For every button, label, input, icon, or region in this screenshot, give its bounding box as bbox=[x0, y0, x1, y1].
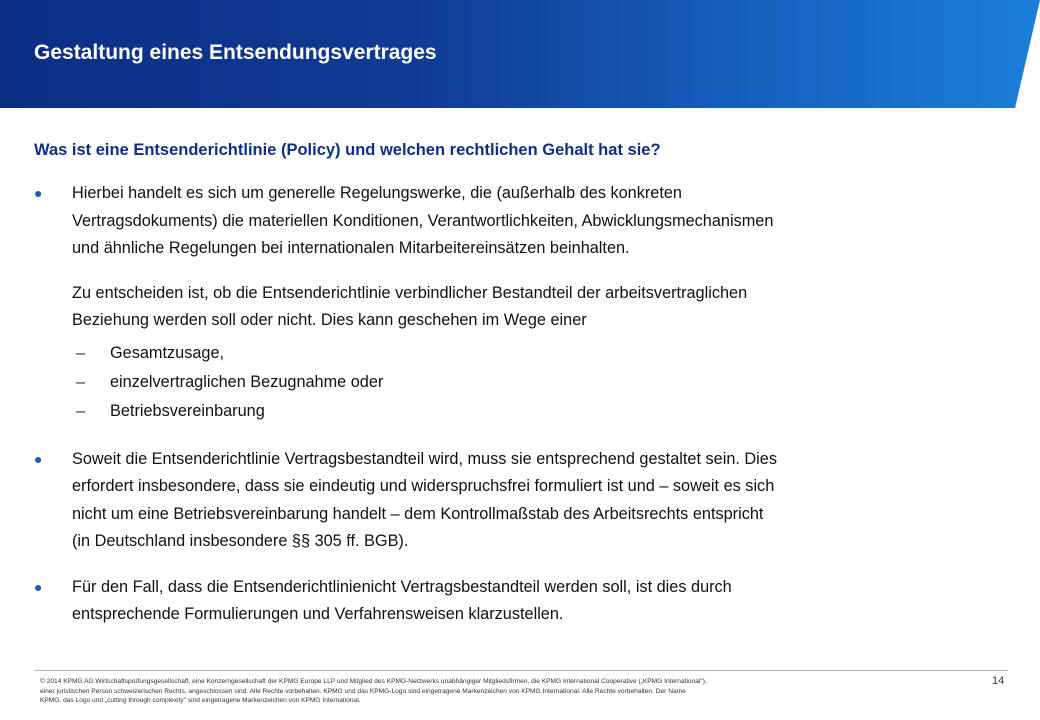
list-item bbox=[72, 340, 1024, 369]
footer-legal bbox=[40, 677, 870, 706]
text-line: Für den Fall, dass die Entsenderichtlinienicht Vertragsbestandteil werden soll, ist dies durch bbox=[72, 577, 732, 596]
text-line: erfordert insbesondere, dass sie eindeutig und widerspruchsfrei formuliert ist und – soweit es sich bbox=[72, 477, 775, 495]
bullet-marker: ● bbox=[34, 185, 43, 201]
option-list bbox=[34, 340, 1024, 427]
footer-line: KPMG, das Logo und „cutting through complexity" sind eingetragene Markenzeichen von KPMG International. bbox=[40, 697, 361, 704]
bullet-item-2 bbox=[34, 446, 1024, 556]
text-line: Hierbei handelt es sich um generelle Regelungswerke, die (außerhalb des konkreten bbox=[72, 184, 682, 202]
dash-marker: – bbox=[76, 401, 86, 420]
list-item-label: Gesamtzusage, bbox=[110, 343, 225, 362]
list-item bbox=[72, 369, 1024, 398]
text-line: Beziehung werden soll oder nicht. Dies kann geschehen im Wege einer bbox=[72, 311, 587, 329]
text-line: nicht um eine Betriebsvereinbarung handelt – dem Kontrollmaßstab des Arbeitsrechts entspricht bbox=[72, 504, 764, 523]
text-line: Vertragsdokuments) die materiellen Konditionen, Verantwortlichkeiten, Abwicklungsmechanismen bbox=[72, 211, 774, 230]
dash-marker: – bbox=[76, 372, 86, 391]
text-line: Soweit die Entsenderichtlinie Vertragsbestandteil wird, muss sie entsprechend gestaltet sein. Dies bbox=[72, 449, 777, 468]
dash-marker: – bbox=[76, 343, 86, 362]
paragraph-decision bbox=[34, 280, 1024, 335]
list-item-label: Betriebsvereinbarung bbox=[110, 401, 265, 420]
list-item-label: einzelvertraglichen Bezugnahme oder bbox=[110, 372, 384, 391]
section-question: Was ist eine Entsenderichtlinie (Policy) und welchen rechtlichen Gehalt hat sie? bbox=[34, 141, 661, 159]
bullet-item-3 bbox=[34, 574, 1024, 629]
footer-line: © 2014 KPMG AG Wirtschaftsprüfungsgesellschaft, eine Konzerngesellschaft der KPMG Europe LLP und Mitglied des KPMG-Netzwerks unabhängiger Mitgliedsfirmen, die KPMG International Cooperative („KPMG International"), bbox=[40, 678, 707, 685]
list-item bbox=[72, 398, 1024, 427]
bullet-item-1 bbox=[34, 180, 1024, 263]
footer-line: einer juristischen Person schweizerischen Rechts, angeschlossen sind. Alle Rechte vorbehalten. KPMG und das KPMG-Logo sind eingetragene Markenzeichen von KPMG International. Alle Rechte vorbehalten. Der Name bbox=[40, 687, 686, 695]
text-line: Zu entscheiden ist, ob die Entsenderichtlinie verbindlicher Bestandteil der arbeitsvertraglichen bbox=[72, 283, 748, 302]
content-body bbox=[34, 180, 1024, 629]
text-line: entsprechende Formulierungen und Verfahrensweisen klarzustellen. bbox=[72, 605, 564, 623]
page-number: 14 bbox=[992, 675, 1005, 687]
footer-divider bbox=[34, 670, 1008, 671]
text-line: (in Deutschland insbesondere §§ 305 ff. BGB). bbox=[72, 532, 409, 550]
bullet-marker: ● bbox=[34, 450, 43, 467]
page-title: Gestaltung eines Entsendungsvertrages bbox=[34, 41, 437, 64]
bullet-marker: ● bbox=[34, 578, 43, 595]
text-line: und ähnliche Regelungen bei internationalen Mitarbeitereinsätzen beinhalten. bbox=[72, 239, 630, 257]
